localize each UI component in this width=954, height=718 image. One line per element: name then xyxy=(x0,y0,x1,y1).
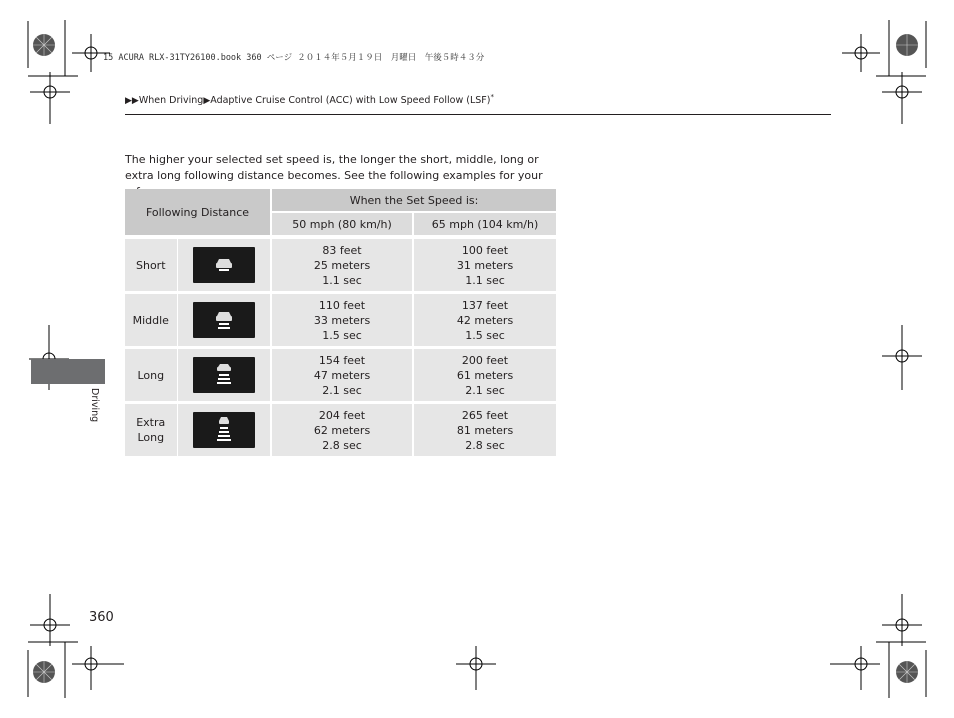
middle-distance-display-icon xyxy=(193,302,255,338)
page-number: 360 xyxy=(89,610,114,625)
side-section-tab xyxy=(31,359,105,384)
side-section-label: Driving xyxy=(89,388,100,423)
row-label-extra-long: Extra Long xyxy=(125,404,177,456)
row-label-middle: Middle xyxy=(125,294,177,346)
value-middle-65: 137 feet 42 meters 1.5 sec xyxy=(413,294,556,346)
value-long-65: 200 feet 61 meters 2.1 sec xyxy=(413,349,556,401)
intro-paragraph: The higher your selected set speed is, the longer the short, middle, long or extra long following distance becomes. See the following examples for your xyxy=(125,153,543,182)
header-50-mph: 50 mph (80 km/h) xyxy=(271,212,413,235)
extra-long-distance-display-icon xyxy=(193,412,255,448)
value-short-50: 83 feet 25 meters 1.1 sec xyxy=(271,239,413,291)
value-long-50: 154 feet 47 meters 2.1 sec xyxy=(271,349,413,401)
value-extra-long-50: 204 feet 62 meters 2.8 sec xyxy=(271,404,413,456)
breadcrumb-arrows: ▶▶ xyxy=(125,96,139,107)
header-rule xyxy=(125,114,831,115)
value-extra-long-65: 265 feet 81 meters 2.8 sec xyxy=(413,404,556,456)
table-row xyxy=(125,239,556,291)
following-distance-table xyxy=(125,189,556,456)
breadcrumb xyxy=(125,93,494,106)
value-middle-50: 110 feet 33 meters 1.5 sec xyxy=(271,294,413,346)
short-distance-display-icon xyxy=(193,247,255,283)
table-row xyxy=(125,294,556,346)
breadcrumb-acc-lsf: Adaptive Cruise Control (ACC) with Low Speed Follow (LSF) xyxy=(210,95,491,107)
long-distance-display-icon xyxy=(193,357,255,393)
header-set-speed: When the Set Speed is: xyxy=(271,189,556,212)
header-following-distance: Following Distance xyxy=(125,189,271,235)
breadcrumb-when-driving: When Driving xyxy=(138,95,204,107)
print-header: 15 ACURA RLX-31TY26100.book 360 ページ ２０１４年５月１９日 月曜日 午後５時４３分 xyxy=(103,53,485,63)
value-short-65: 100 feet 31 meters 1.1 sec xyxy=(413,239,556,291)
table-row xyxy=(125,349,556,401)
row-label-long: Long xyxy=(125,349,177,401)
breadcrumb-separator: ▶ xyxy=(203,96,211,107)
table-row xyxy=(125,404,556,456)
header-65-mph: 65 mph (104 km/h) xyxy=(413,212,556,235)
row-label-short: Short xyxy=(125,239,177,291)
breadcrumb-footnote-mark: * xyxy=(490,93,494,101)
